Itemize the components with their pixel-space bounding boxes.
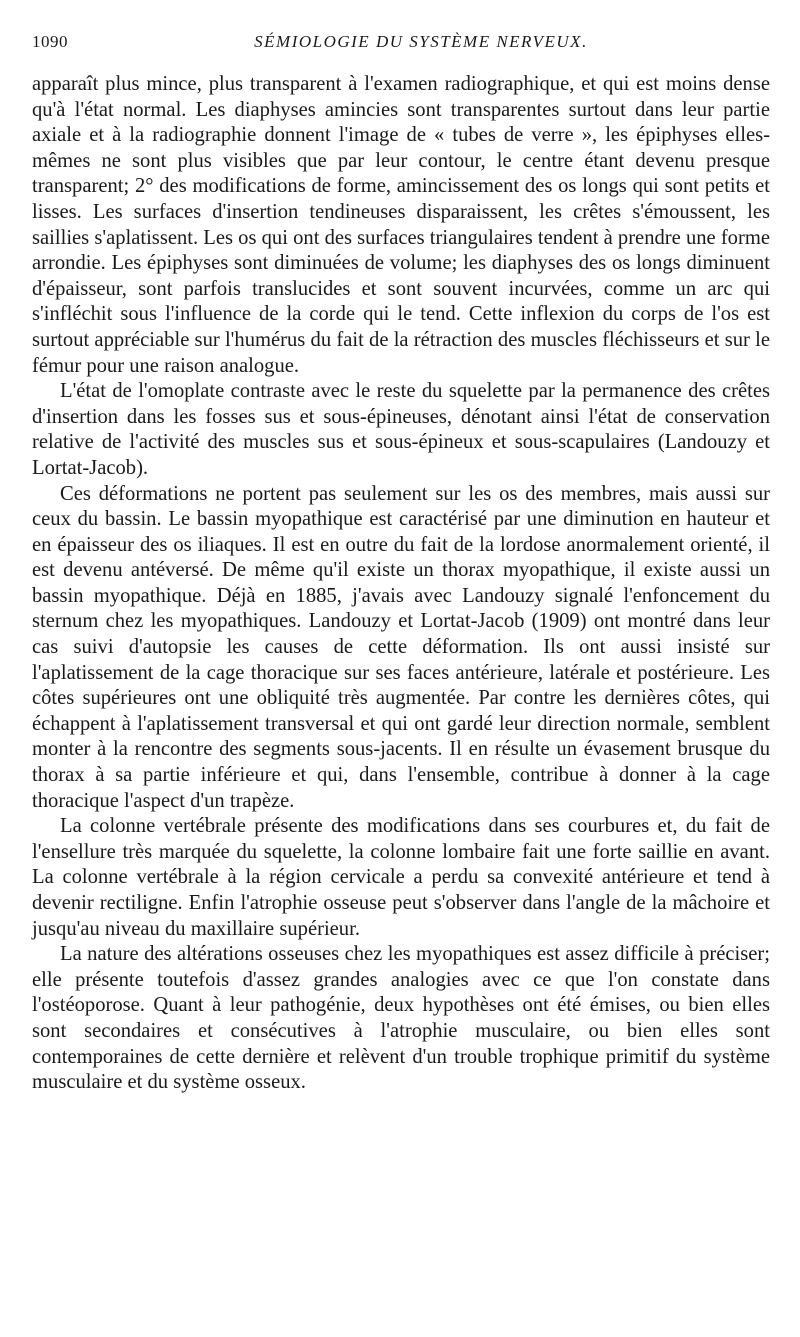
paragraph: La colonne vertébrale présente des modifications dans ses courbures et, du fait de l'ensellure très marquée du squelette, la colonne lombaire fait une forte saillie en avant. La colonne vertébrale à la région cervicale a perdu sa convexité antérieure et tend à devenir rectiligne. Enfin l'atrophie osseuse peut s'observer dans l'angle de la mâchoire et jusqu'au niveau du maxillaire supérieur. (32, 815, 770, 940)
paragraph: L'état de l'omoplate contraste avec le reste du squelette par la permanence des crêtes d'insertion dans les fosses sus et sous-épineuses, dénotant ainsi l'état de conservation relative de l'activité des muscles sus et sous-épineux et sous-scapulaires (Landouzy et Lortat-Jacob). (32, 380, 770, 479)
paragraph-continuation: apparaît plus mince, plus transparent à l'examen radiographique, et qui est moins dense qu'à l'état normal. Les diaphyses amincies sont transparentes surtout dans leur partie axiale et à la radiographie donnent l'image de « tubes de verre », les épiphyses elles-mêmes ne sont plus visibles que par leur contour, le centre étant devenu presque transparent; 2° des modifications de forme, amincissement des os longs qui sont petits et lisses. Les surfaces d'insertion tendineuses disparaissent, les crêtes s'émoussent, les saillies s'aplatissent. Les os qui ont des surfaces triangulaires tendent à prendre une forme arrondie. Les épiphyses sont diminuées de volume; les diaphyses des os longs diminuent d'épaisseur, sont parfois translucides et sont souvent incurvées, comme un arc qui s'infléchit sous l'influence de la corde qui le tend. Cette inflexion du corps de l'os est surtout appréciable sur l'humérus du fait de la rétraction des muscles fléchisseurs et sur le fémur pour une raison analogue. (32, 73, 770, 377)
paragraph: La nature des altérations osseuses chez les myopathiques est assez difficile à préciser; elle présente toutefois d'assez grandes analogies avec ce que l'on constate dans l'ostéoporose. Quant à leur pathogénie, deux hypothèses ont été émises, ou bien elles sont secondaires et consécutives à l'atrophie musculaire, ou bien elles sont contemporaines de cette dernière et relèvent d'un trouble trophique primitif du système musculaire et du système osseux. (32, 943, 770, 1094)
body-text (32, 72, 770, 1096)
running-head (32, 28, 770, 58)
page-number: 1090 (32, 32, 68, 51)
running-title: SÉMIOLOGIE DU SYSTÈME NERVEUX. (254, 32, 588, 51)
paragraph: Ces déformations ne portent pas seulement sur les os des membres, mais aussi sur ceux du bassin. Le bassin myopathique est caractérisé par une diminution en hauteur et en épaisseur des os iliaques. Il est en outre du fait de la lordose anormalement orienté, il est devenu antéversé. De même qu'il existe un thorax myopathique, il existe aussi un bassin myopathique. Déjà en 1885, j'avais avec Landouzy signalé l'enfoncement du sternum chez les myopathiques. Landouzy et Lortat-Jacob (1909) ont montré dans leur cas suivi d'autopsie les causes de cette déformation. Ils ont aussi insisté sur l'aplatissement de la cage thoracique sur ses faces antérieure, latérale et postérieure. Les côtes supérieures ont une obliquité très augmentée. Par contre les dernières côtes, qui échappent à l'aplatissement transversal et qui ont gardé leur direction normale, semblent monter à la rencontre des segments sous-jacents. Il en résulte un évasement brusque du thorax à sa partie inférieure et qui, dans l'ensemble, contribue à donner à la cage thoracique l'aspect d'un trapèze. (32, 482, 770, 812)
